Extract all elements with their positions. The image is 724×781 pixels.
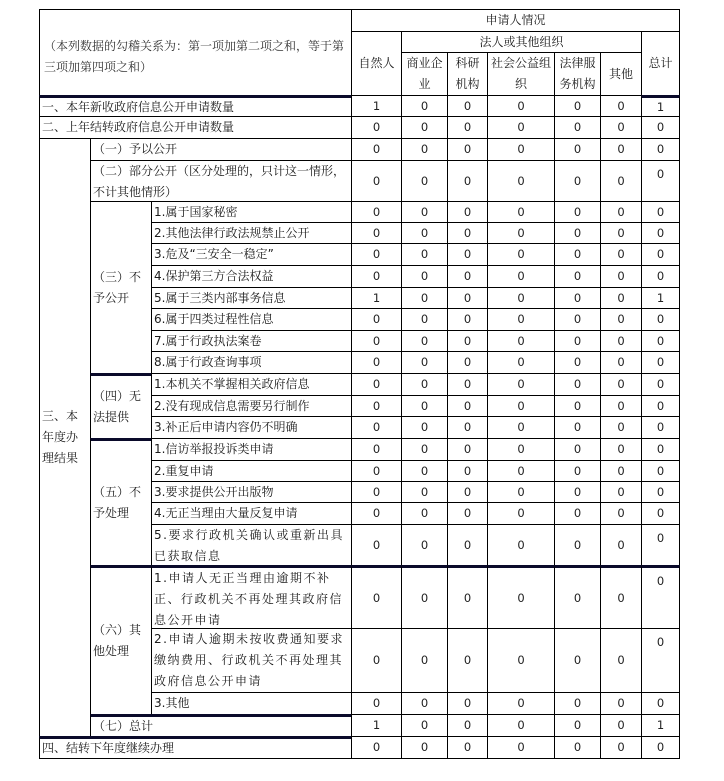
value-cell: 0	[554, 222, 601, 244]
value-cell: 0	[351, 201, 402, 223]
value-cell: 0	[351, 460, 402, 482]
value-cell: 0	[487, 565, 555, 629]
value-cell: 0	[447, 265, 488, 288]
value-cell: 0	[600, 460, 642, 482]
value-cell: 0	[554, 351, 601, 374]
value-cell: 0	[600, 736, 642, 759]
value-cell: 0	[554, 330, 601, 352]
item-label: 1.本机关不掌握相关政府信息	[151, 373, 352, 396]
value-cell: 0	[447, 222, 488, 244]
value-cell: 0	[447, 481, 488, 503]
item-label: 3.危及“三安全一稳定”	[151, 243, 352, 266]
value-cell: 0	[401, 395, 448, 417]
value-cell: 0	[447, 416, 488, 439]
value-cell: 0	[351, 116, 402, 139]
item-label: 1.申请人无正当理由逾期不补正、行政机关不再处理其政府信息公开申请	[151, 565, 352, 629]
value-cell: 0	[554, 692, 601, 715]
value-cell: 0	[487, 138, 555, 161]
value-cell: 0	[487, 243, 555, 266]
value-cell: 0	[447, 351, 488, 374]
item-label: 7.属于行政执法案卷	[151, 330, 352, 352]
item-label: 4.无正当理由大量反复申请	[151, 502, 352, 525]
value-cell: 0	[447, 95, 488, 117]
row-label: 二、上年结转政府信息公开申请数量	[39, 116, 352, 139]
value-cell: 0	[554, 502, 601, 525]
item-label: 3.其他	[151, 692, 352, 715]
value-cell: 0	[600, 243, 642, 266]
value-cell: 0	[351, 736, 402, 759]
value-cell: 0	[401, 736, 448, 759]
value-cell: 0	[600, 222, 642, 244]
value-cell: 0	[487, 460, 555, 482]
value-cell: 0	[554, 416, 601, 439]
value-cell: 0	[554, 265, 601, 288]
value-cell: 0	[401, 201, 448, 223]
value-cell: 0	[447, 628, 488, 693]
row-label: 一、本年新收政府信息公开申请数量	[39, 95, 352, 117]
value-cell: 0	[447, 287, 488, 309]
value-cell: 0	[554, 524, 601, 566]
header-natural-person: 自然人	[351, 31, 402, 96]
value-cell: 0	[401, 116, 448, 139]
value-cell: 0	[600, 416, 642, 439]
value-cell: 0	[600, 481, 642, 503]
value-total: 0	[641, 481, 680, 503]
value-cell: 0	[447, 692, 488, 715]
header-applicant-situation: 申请人情况	[351, 9, 680, 32]
value-total: 0	[641, 330, 680, 352]
value-cell: 0	[600, 95, 642, 117]
item-label: 2.申请人逾期未按收费通知要求缴纳费用、行政机关不再处理其政府信息公开申请	[151, 628, 352, 693]
value-cell: 0	[487, 692, 555, 715]
value-cell: 1	[351, 95, 402, 117]
value-cell: 0	[351, 138, 402, 161]
value-cell: 0	[600, 438, 642, 461]
value-cell: 0	[600, 351, 642, 374]
value-cell: 0	[447, 395, 488, 417]
value-cell: 0	[600, 138, 642, 161]
value-cell: 0	[487, 351, 555, 374]
value-total: 0	[641, 308, 680, 331]
value-cell: 0	[487, 438, 555, 461]
value-cell: 0	[600, 502, 642, 525]
value-cell: 0	[554, 201, 601, 223]
value-cell: 0	[600, 308, 642, 331]
value-total: 0	[641, 373, 680, 396]
value-cell: 0	[487, 736, 555, 759]
value-cell: 0	[401, 95, 448, 117]
value-total: 0	[641, 628, 680, 693]
value-cell: 0	[351, 330, 402, 352]
value-cell: 0	[600, 395, 642, 417]
value-cell: 0	[401, 351, 448, 374]
value-cell: 0	[401, 222, 448, 244]
value-cell: 0	[401, 481, 448, 503]
value-cell: 0	[487, 116, 555, 139]
value-total: 1	[641, 95, 680, 117]
value-cell: 0	[351, 502, 402, 525]
value-cell: 0	[447, 373, 488, 396]
value-cell: 0	[554, 736, 601, 759]
value-cell: 0	[351, 565, 402, 629]
value-cell: 0	[401, 287, 448, 309]
value-cell: 0	[554, 481, 601, 503]
subsection-label: （三）不予公开	[90, 201, 152, 374]
header-legal-or-other: 法人或其他组织	[401, 31, 642, 53]
value-cell: 0	[401, 714, 448, 737]
value-cell: 0	[487, 714, 555, 737]
value-cell: 0	[401, 416, 448, 439]
value-cell: 0	[401, 330, 448, 352]
value-cell: 0	[487, 265, 555, 288]
value-total: 0	[641, 565, 680, 629]
value-cell: 0	[487, 481, 555, 503]
value-cell: 0	[447, 138, 488, 161]
value-cell: 0	[554, 565, 601, 629]
subsection-label: （四）无法提供	[90, 373, 152, 439]
value-cell: 0	[487, 502, 555, 525]
value-total: 0	[641, 116, 680, 139]
item-label: 1.信访举报投诉类申请	[151, 438, 352, 461]
value-cell: 0	[600, 287, 642, 309]
item-label: 2.没有现成信息需要另行制作	[151, 395, 352, 417]
value-cell: 0	[401, 373, 448, 396]
value-cell: 0	[351, 265, 402, 288]
value-cell: 0	[600, 330, 642, 352]
value-cell: 0	[351, 481, 402, 503]
value-total: 0	[641, 692, 680, 715]
value-cell: 0	[447, 736, 488, 759]
value-cell: 0	[401, 628, 448, 693]
value-cell: 0	[351, 628, 402, 693]
value-cell: 0	[447, 308, 488, 331]
value-cell: 0	[447, 243, 488, 266]
header-other: 其他	[600, 52, 642, 96]
item-label: 2.重复申请	[151, 460, 352, 482]
row-label: （七）总计	[90, 714, 352, 737]
value-cell: 0	[401, 502, 448, 525]
value-cell: 0	[447, 565, 488, 629]
value-cell: 0	[351, 308, 402, 331]
value-cell: 0	[401, 438, 448, 461]
value-cell: 0	[487, 416, 555, 439]
value-cell: 0	[447, 714, 488, 737]
value-cell: 0	[554, 243, 601, 266]
value-cell: 0	[554, 160, 601, 202]
value-cell: 0	[487, 95, 555, 117]
value-cell: 0	[487, 373, 555, 396]
value-cell: 0	[401, 524, 448, 566]
value-cell: 0	[487, 160, 555, 202]
row-label: 四、结转下年度继续办理	[39, 736, 352, 759]
value-cell: 0	[554, 373, 601, 396]
value-total: 0	[641, 502, 680, 525]
value-cell: 0	[351, 395, 402, 417]
row-label: （二）部分公开（区分处理的，只计这一情形，不计其他情形）	[90, 160, 352, 202]
value-total: 0	[641, 460, 680, 482]
subsection-label: （五）不予处理	[90, 438, 152, 566]
value-cell: 0	[554, 116, 601, 139]
item-label: 2.其他法律行政法规禁止公开	[151, 222, 352, 244]
section-3-label: 三、本年度办理结果	[39, 138, 91, 737]
value-cell: 0	[487, 524, 555, 566]
value-cell: 0	[487, 628, 555, 693]
value-cell: 0	[447, 502, 488, 525]
value-cell: 0	[554, 138, 601, 161]
value-cell: 0	[351, 438, 402, 461]
item-label: 8.属于行政查询事项	[151, 351, 352, 374]
value-cell: 0	[554, 308, 601, 331]
value-cell: 0	[351, 160, 402, 202]
subsection-label: （六）其他处理	[90, 565, 152, 715]
value-total: 0	[641, 138, 680, 161]
value-cell: 0	[351, 692, 402, 715]
item-label: 3.要求提供公开出版物	[151, 481, 352, 503]
value-cell: 0	[600, 116, 642, 139]
value-cell: 0	[447, 460, 488, 482]
value-total: 1	[641, 287, 680, 309]
value-total: 0	[641, 351, 680, 374]
value-cell: 0	[401, 138, 448, 161]
header-legal-service: 法律服务机构	[554, 52, 601, 96]
item-label: 1.属于国家秘密	[151, 201, 352, 223]
value-cell: 0	[351, 351, 402, 374]
value-cell: 0	[600, 628, 642, 693]
value-cell: 0	[600, 524, 642, 566]
value-cell: 0	[487, 308, 555, 331]
value-cell: 0	[487, 395, 555, 417]
value-cell: 0	[351, 524, 402, 566]
value-cell: 0	[487, 222, 555, 244]
value-cell: 0	[487, 330, 555, 352]
value-total: 0	[641, 395, 680, 417]
value-cell: 0	[554, 460, 601, 482]
item-label: 6.属于四类过程性信息	[151, 308, 352, 331]
value-cell: 0	[554, 438, 601, 461]
value-total: 0	[641, 243, 680, 266]
value-cell: 0	[487, 287, 555, 309]
value-total: 1	[641, 714, 680, 737]
item-label: 5.属于三类内部事务信息	[151, 287, 352, 309]
value-cell: 0	[600, 160, 642, 202]
value-cell: 0	[447, 160, 488, 202]
value-total: 0	[641, 201, 680, 223]
value-cell: 0	[401, 160, 448, 202]
value-cell: 0	[600, 373, 642, 396]
header-research: 科研机构	[447, 52, 488, 96]
item-label: 3.补正后申请内容仍不明确	[151, 416, 352, 439]
value-total: 0	[641, 524, 680, 566]
value-cell: 0	[600, 265, 642, 288]
value-cell: 0	[447, 524, 488, 566]
value-total: 0	[641, 438, 680, 461]
value-cell: 0	[447, 330, 488, 352]
value-cell: 0	[401, 243, 448, 266]
value-cell: 0	[487, 201, 555, 223]
value-cell: 0	[554, 95, 601, 117]
value-cell: 0	[351, 373, 402, 396]
value-cell: 0	[447, 116, 488, 139]
value-cell: 0	[554, 714, 601, 737]
value-cell: 1	[351, 714, 402, 737]
value-cell: 0	[351, 243, 402, 266]
row-label: （一）予以公开	[90, 138, 352, 161]
header-note: （本列数据的勾稽关系为：第一项加第二项之和，等于第三项加第四项之和）	[39, 9, 352, 96]
value-total: 0	[641, 416, 680, 439]
item-label: 5.要求行政机关确认或重新出具已获取信息	[151, 524, 352, 566]
header-total: 总计	[641, 31, 680, 96]
value-cell: 0	[600, 201, 642, 223]
value-cell: 0	[554, 395, 601, 417]
value-total: 0	[641, 222, 680, 244]
value-cell: 0	[401, 460, 448, 482]
value-cell: 0	[401, 692, 448, 715]
value-cell: 0	[351, 222, 402, 244]
value-cell: 0	[600, 692, 642, 715]
value-cell: 0	[447, 201, 488, 223]
item-label: 4.保护第三方合法权益	[151, 265, 352, 288]
value-total: 0	[641, 736, 680, 759]
value-cell: 1	[351, 287, 402, 309]
value-total: 0	[641, 265, 680, 288]
value-cell: 0	[351, 416, 402, 439]
header-public-welfare: 社会公益组织	[487, 52, 555, 96]
value-cell: 0	[401, 565, 448, 629]
value-cell: 0	[554, 287, 601, 309]
value-total: 0	[641, 160, 680, 202]
value-cell: 0	[600, 714, 642, 737]
value-cell: 0	[401, 308, 448, 331]
header-commercial: 商业企业	[401, 52, 448, 96]
value-cell: 0	[600, 565, 642, 629]
value-cell: 0	[401, 265, 448, 288]
value-cell: 0	[447, 438, 488, 461]
value-cell: 0	[554, 628, 601, 693]
